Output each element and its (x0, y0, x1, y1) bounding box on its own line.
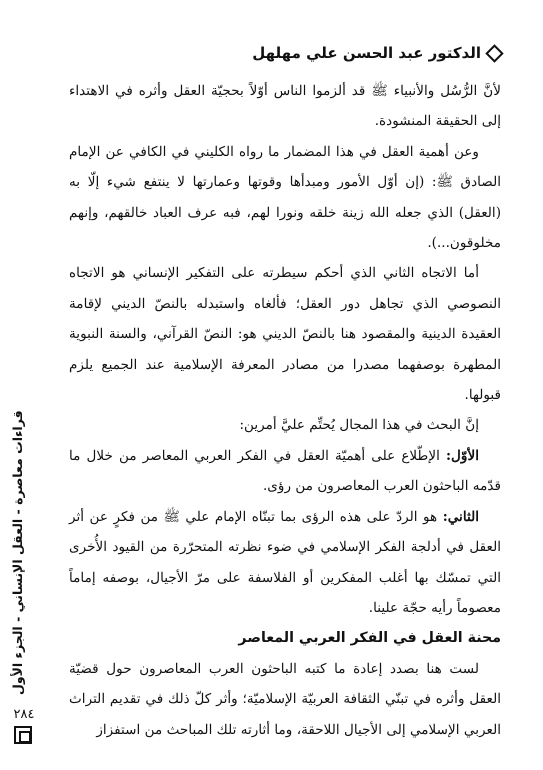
diamond-icon (485, 44, 503, 62)
page-ornament-icon (14, 726, 32, 744)
item-text: هو الردّ على هذه الرؤى بما تبنّاه الإمام علي ﷺ من فكرٍ عن أثر العقل في أدلجة الفكر الإسلامي في ضوء نظرته المتحرّرة من القيود الأُخرى التي تمسّك بها أغلب المفكرين أو الفلاسفة على مرّ الأجيال، بوصفه إماماً معصوماً رأيه حجّة علينا. (69, 508, 501, 616)
paragraph: أما الاتجاه الثاني الذي أحكم سيطرته على التفكير الإنساني هو الاتجاه النصوصي الذي تجاهل دور العقل؛ فألغاه واستبدله بالنصّ الديني لإقامة العقيدة الدينية والمقصود هنا بالنصّ الديني هو: النصّ القرآني، والسنة النبوية المطهرة بوصفهما مصدرا من مصادر المعرفة الإسلامية عند الجميع يلزم قبولها. (69, 265, 501, 404)
paragraph: وعن أهمية العقل في هذا المضمار ما رواه الكليني في الكافي عن الإمام الصادق ﷺ: (إن أوّل الأمور ومبدأها وقوتها وعمارتها لا ينتفع شيء إلّا به (العقل) الذي جعله الله زينة خلقه ونورا لهم، فبه عرف العباد خالقهم، وإنهم مخلوقون...). (69, 143, 501, 252)
item-label: الأوّل: (446, 447, 479, 464)
page-number: ٢٨٤ (13, 707, 35, 722)
paragraph: إنَّ البحث في هذا المجال يُحتِّم عليَّ أمرين: (239, 417, 479, 434)
item-label: الثاني: (442, 508, 479, 525)
author-name: الدكتور عبد الحسن علي مهلهل (252, 44, 481, 62)
section-heading: محنة العقل في الفكر العربي المعاصر (238, 630, 501, 647)
running-header (61, 40, 501, 66)
page-body (69, 76, 501, 738)
list-item (69, 502, 501, 624)
side-running-title: قراءات معاصرة - العقل الإنساني - الجزء الأول (10, 410, 25, 695)
paragraph: لأنَّ الرُّسُل والأنبياء ﷺ قد ألزموا الناس أوّلاً بحجيّة العقل وأثره في الاهتداء إلى الحقيقة المنشودة. (69, 83, 501, 130)
list-item (69, 441, 501, 502)
item-text: الإطّلاع على أهميّة العقل في الفكر العربي المعاصر من خلال ما قدّمه الباحثون العرب المعاصرون من رؤى. (69, 447, 501, 495)
paragraph: لست هنا بصدد إعادة ما كتبه الباحثون العرب المعاصرون حول قضيّة العقل وأثره في تبنّي الثقافة العربيّة الإسلاميّة؛ وأثر كلّ ذلك في تقديم التراث العربي الإسلامي إلى الأجيال اللاحقة، وما أثارته تلك المباحث من استفزاز (69, 660, 501, 738)
